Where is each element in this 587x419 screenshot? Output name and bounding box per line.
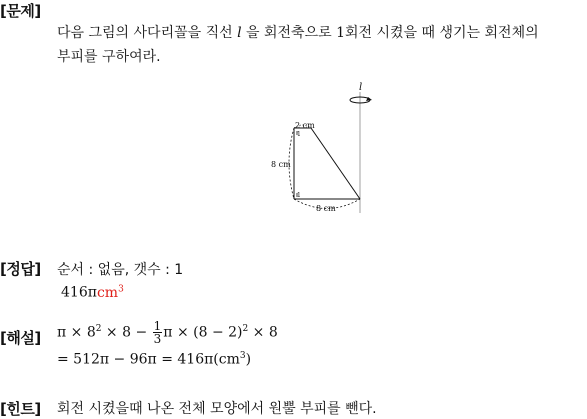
top-length-label: 2 cm: [295, 121, 315, 130]
answer-meta: 순서 : 없음, 갯수 : 1: [57, 262, 184, 278]
problem-text-a: 다음 그림의 사다리꼴을 직선: [57, 25, 233, 41]
problem-label: [문제]: [0, 2, 41, 20]
hint-text: 회전 시켰을때 나온 전체 모양에서 원뿔 부피를 뺀다.: [57, 401, 377, 417]
bottom-corner-mark: 1: [297, 192, 301, 199]
slant-side: [311, 128, 360, 199]
one-third-fraction: $\frac{1}{3}$: [153, 319, 162, 346]
top-corner-mark: 1: [297, 131, 301, 138]
answer-label: [정답]: [0, 260, 41, 278]
hint-label: [힌트]: [0, 400, 41, 418]
left-length-label: 8 cm: [271, 160, 291, 169]
answer-number: 416π: [61, 284, 97, 301]
bottom-length-label: 8 cm: [316, 204, 336, 213]
axis-variable: l: [237, 25, 242, 41]
rotation-count: 1: [336, 25, 346, 41]
problem-text-b: 을 회전축으로: [246, 25, 332, 41]
problem-text-c: 회전 시켰을 때 생기는 회전체의: [345, 25, 539, 41]
axis-label: l: [359, 82, 363, 93]
solution-line-1: $\pi \times 8^2 \times 8$ − $\frac{1}{3}$ $\pi \times (8 - 2)^2 \times 8$: [57, 319, 278, 346]
answer-unit: $cm^3$: [96, 284, 124, 301]
problem-line-2: 부피를 구하여라.: [57, 49, 161, 65]
answer-value: [61, 284, 124, 301]
solution-label: [해설]: [0, 329, 41, 347]
solution-line-2: = $512\pi - 96\pi = 416\pi(cm^3)$: [57, 351, 252, 368]
